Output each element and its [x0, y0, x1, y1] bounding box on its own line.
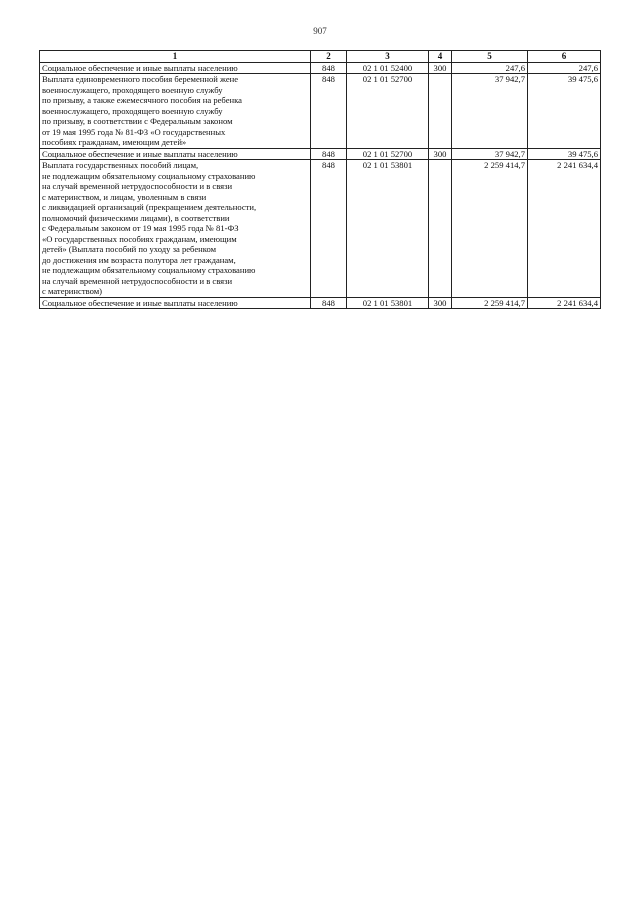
table-row: [40, 160, 601, 298]
page-number: 907: [313, 26, 327, 36]
row-expense-type: 300: [429, 62, 452, 74]
table-row: [40, 62, 601, 74]
row-ministry-code: 848: [311, 297, 347, 309]
row-amount-year2: 2 241 634,4: [528, 297, 601, 309]
header-row: [40, 51, 601, 63]
row-name: Социальное обеспечение и иные выплаты населению: [40, 297, 311, 309]
row-expense-type: 300: [429, 297, 452, 309]
table-row: [40, 297, 601, 309]
header-col-6: 6: [528, 51, 601, 63]
row-name: Социальное обеспечение и иные выплаты населению: [40, 148, 311, 160]
row-amount-year2: 2 241 634,4: [528, 160, 601, 298]
row-amount-year1: 2 259 414,7: [452, 297, 528, 309]
row-amount-year2: 39 475,6: [528, 74, 601, 149]
header-col-5: 5: [452, 51, 528, 63]
row-ministry-code: 848: [311, 160, 347, 298]
table-row: [40, 74, 601, 149]
header-col-1: 1: [40, 51, 311, 63]
row-target-article: 02 1 01 52700: [347, 148, 429, 160]
row-amount-year1: 37 942,7: [452, 74, 528, 149]
row-target-article: 02 1 01 53801: [347, 160, 429, 298]
row-target-article: 02 1 01 52400: [347, 62, 429, 74]
row-amount-year2: 247,6: [528, 62, 601, 74]
header-col-2: 2: [311, 51, 347, 63]
row-name: Выплата единовременного пособия беременной жене военнослужащего, проходящего военную службу по призыву, а также ежемесячного пособия на ребенка военнослужащего, проходящего военную службу по призыву, в соответствии с Федеральным законом от 19 мая 1995 года № 81-ФЗ «О государственных пособиях гражданам, имеющим детей»: [40, 74, 311, 149]
row-name: Социальное обеспечение и иные выплаты населению: [40, 62, 311, 74]
row-name: Выплата государственных пособий лицам, не подлежащим обязательному социальному страхованию на случай временной нетрудоспособности и в связи с материнством, и лицам, уволенным в связи с ликвидацией организаций (прекращением деятельности, полномочий физическими лицами), в соответствии с Федеральным законом от 19 мая 1995 года № 81-ФЗ «О государственных пособиях гражданам, имеющим детей» (Выплата пособий по уходу за ребенком до достижения им возраста полутора лет гражданам, не подлежащим обязательному социальному страхованию на случай временной нетрудоспособности и в связи с материнством): [40, 160, 311, 298]
row-amount-year1: 2 259 414,7: [452, 160, 528, 298]
row-amount-year1: 37 942,7: [452, 148, 528, 160]
row-ministry-code: 848: [311, 74, 347, 149]
table-row: [40, 148, 601, 160]
row-expense-type: [429, 74, 452, 149]
row-expense-type: 300: [429, 148, 452, 160]
row-target-article: 02 1 01 53801: [347, 297, 429, 309]
row-amount-year1: 247,6: [452, 62, 528, 74]
header-col-3: 3: [347, 51, 429, 63]
budget-table: [39, 50, 601, 309]
row-amount-year2: 39 475,6: [528, 148, 601, 160]
row-ministry-code: 848: [311, 62, 347, 74]
row-target-article: 02 1 01 52700: [347, 74, 429, 149]
row-expense-type: [429, 160, 452, 298]
header-col-4: 4: [429, 51, 452, 63]
row-ministry-code: 848: [311, 148, 347, 160]
